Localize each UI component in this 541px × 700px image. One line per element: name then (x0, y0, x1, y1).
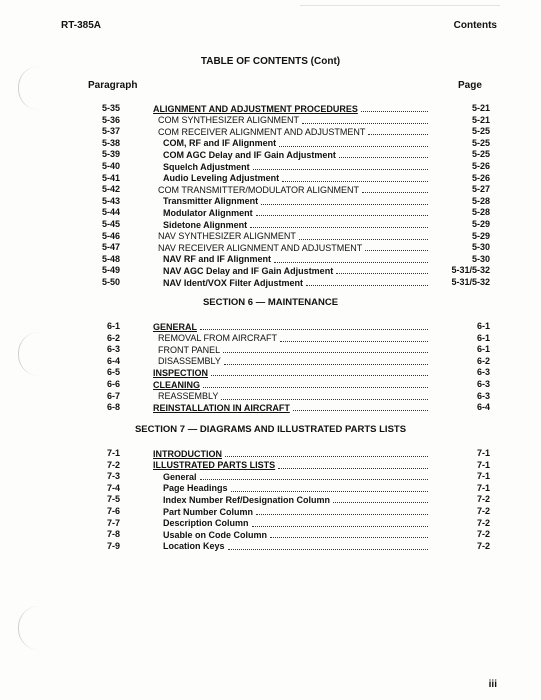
toc-entry[interactable] (163, 506, 428, 517)
leader-dots (361, 111, 428, 112)
toc-paragraph-number: 6-2 (106, 332, 120, 343)
leader-dots (253, 169, 428, 170)
leader-dots (225, 456, 428, 457)
binder-hole-mark (18, 606, 39, 650)
toc-entry-title: INSPECTION (153, 367, 209, 378)
toc-page-number: 6-3 (476, 390, 490, 401)
toc-paragraph-number: 5-47 (101, 242, 120, 253)
toc-entry[interactable] (158, 184, 428, 195)
leader-dots (250, 227, 428, 228)
toc-page-number: 5-31/5-32 (451, 265, 490, 276)
binder-hole-mark (18, 332, 39, 376)
toc-page-number: 7-1 (476, 459, 490, 470)
leader-dots (282, 181, 428, 182)
toc-entry-title: DISASSEMBLY (158, 356, 221, 367)
toc-entry-title: COM TRANSMITTER/MODULATOR ALIGNMENT (158, 184, 360, 195)
toc-paragraph-number: 7-5 (106, 494, 120, 505)
leader-dots (333, 502, 428, 503)
toc-page-number: 6-4 (476, 402, 490, 413)
toc-paragraph-number: 6-8 (106, 402, 120, 413)
header-section: Contents (453, 20, 497, 31)
toc-paragraph-number: 5-43 (101, 195, 120, 206)
toc-entry-title: CLEANING (153, 379, 200, 390)
toc-paragraph-number: 5-45 (101, 219, 120, 229)
toc-paragraph-number: 5-39 (101, 149, 120, 160)
page-title: TABLE OF CONTENTS (Cont) (200, 56, 341, 67)
toc-entry[interactable] (163, 219, 428, 230)
toc-entry-title: Audio Leveling Adjustment (163, 173, 280, 184)
leader-dots (365, 250, 428, 251)
toc-entry[interactable] (153, 448, 428, 459)
leader-dots (339, 157, 428, 158)
toc-paragraph-number: 5-35 (101, 103, 120, 113)
toc-page-number: 5-28 (471, 207, 490, 218)
leader-dots (302, 123, 428, 124)
toc-entry-title: COM RECEIVER ALIGNMENT AND ADJUSTMENT (158, 126, 366, 137)
toc-entry[interactable] (153, 379, 428, 390)
leader-dots (293, 410, 428, 411)
toc-entry[interactable] (163, 207, 428, 218)
leader-dots (223, 352, 428, 353)
toc-page-number: 5-25 (471, 137, 490, 148)
toc-entry-title: Part Number Column (163, 506, 254, 517)
toc-entry[interactable] (153, 367, 428, 378)
toc-page-number: 6-3 (476, 379, 490, 389)
toc-entry-title: Location Keys (163, 541, 225, 552)
leader-dots (256, 215, 428, 216)
page-column-header: Page (458, 80, 482, 91)
toc-entry-title: ALIGNMENT AND ADJUSTMENT PROCEDURES (153, 103, 358, 114)
toc-page-number: 6-1 (476, 344, 490, 355)
leader-dots (224, 364, 428, 365)
leader-dots (228, 549, 428, 550)
toc-entry-title: GENERAL (153, 321, 198, 332)
toc-entry-title: Sidetone Alignment (163, 219, 248, 230)
toc-paragraph-number: 5-40 (101, 161, 120, 171)
section-heading: SECTION 6 — MAINTENANCE (202, 297, 339, 308)
leader-dots (211, 375, 428, 376)
toc-entry[interactable] (153, 460, 428, 471)
toc-paragraph-number: 7-6 (106, 506, 120, 516)
toc-page-number: 5-26 (471, 172, 490, 183)
leader-dots (280, 341, 428, 342)
toc-entry-title: REINSTALLATION IN AIRCRAFT (153, 402, 290, 413)
toc-entry[interactable] (158, 242, 428, 253)
toc-entry-title: INTRODUCTION (153, 448, 222, 459)
leader-dots (336, 273, 428, 274)
toc-entry[interactable] (163, 483, 428, 494)
toc-entry[interactable] (158, 356, 428, 367)
toc-page-number: 7-1 (476, 448, 490, 458)
toc-page-number: 7-2 (476, 506, 490, 516)
toc-paragraph-number: 6-7 (106, 390, 120, 401)
toc-page-number: 5-25 (471, 126, 490, 137)
toc-paragraph-number: 5-38 (101, 137, 120, 148)
toc-entry[interactable] (158, 391, 428, 402)
toc-paragraph-number: 7-3 (106, 471, 120, 482)
manual-id: RT-385A (61, 20, 102, 31)
toc-entry-title: Index Number Ref/Designation Column (163, 494, 331, 505)
leader-dots (203, 387, 428, 388)
leader-dots (362, 192, 428, 193)
toc-paragraph-number: 5-48 (101, 253, 120, 264)
toc-page-number: 5-29 (471, 230, 490, 241)
toc-entry[interactable] (163, 265, 428, 276)
toc-entry[interactable] (163, 518, 428, 529)
page-number: iii (488, 679, 497, 690)
toc-entry[interactable] (163, 196, 428, 207)
toc-page-number: 5-21 (471, 114, 490, 125)
leader-dots (270, 537, 428, 538)
toc-paragraph-number: 5-49 (101, 265, 120, 276)
toc-entry-title: NAV RF and IF Alignment (163, 254, 271, 265)
toc-page-number: 7-1 (476, 482, 490, 493)
toc-entry-title: NAV Ident/VOX Filter Adjustment (163, 277, 304, 288)
leader-dots (306, 285, 428, 286)
toc-page-number: 5-30 (471, 242, 490, 253)
toc-page-number: 6-1 (476, 332, 490, 343)
toc-entry-title: Modulator Alignment (163, 207, 253, 218)
toc-paragraph-number: 7-2 (106, 459, 120, 470)
binder-hole-mark (18, 66, 39, 110)
toc-entry[interactable] (158, 126, 428, 137)
toc-paragraph-number: 7-7 (106, 517, 120, 528)
toc-entry-title: ILLUSTRATED PARTS LISTS (153, 460, 276, 471)
toc-entry-title: Transmitter Alignment (163, 196, 259, 207)
top-rule (300, 5, 500, 6)
toc-entry[interactable] (163, 149, 428, 160)
leader-dots (221, 399, 428, 400)
leader-dots (252, 526, 428, 527)
toc-page-number: 7-2 (476, 529, 490, 540)
toc-page-number: 5-28 (471, 195, 490, 206)
leader-dots (200, 329, 428, 330)
toc-paragraph-number: 5-42 (101, 184, 120, 195)
toc-paragraph-number: 7-9 (106, 540, 120, 551)
toc-entry[interactable] (163, 277, 428, 288)
toc-page-number: 5-30 (471, 253, 490, 264)
toc-paragraph-number: 5-37 (101, 126, 120, 137)
toc-entry[interactable] (158, 344, 428, 355)
toc-paragraph-number: 5-46 (101, 230, 120, 241)
toc-entry[interactable] (163, 161, 428, 172)
toc-paragraph-number: 5-36 (101, 114, 120, 125)
leader-dots (279, 146, 428, 147)
toc-paragraph-number: 5-50 (101, 277, 120, 287)
toc-paragraph-number: 6-4 (106, 355, 120, 366)
leader-dots (368, 134, 428, 135)
toc-paragraph-number: 7-4 (106, 482, 120, 493)
toc-paragraph-number: 5-41 (101, 172, 120, 183)
toc-entry[interactable] (153, 103, 428, 114)
toc-paragraph-number: 6-5 (106, 367, 120, 378)
toc-page-number: 7-1 (476, 471, 490, 482)
toc-paragraph-number: 5-44 (101, 207, 120, 218)
leader-dots (261, 204, 428, 205)
toc-entry-title: Squelch Adjustment (163, 161, 250, 172)
toc-entry-title: COM AGC Delay and IF Gain Adjustment (163, 149, 336, 160)
toc-entry-title: COM SYNTHESIZER ALIGNMENT (158, 115, 300, 126)
toc-entry-title: NAV RECEIVER ALIGNMENT AND ADJUSTMENT (158, 242, 363, 253)
toc-entry[interactable] (163, 138, 428, 149)
leader-dots (299, 239, 428, 240)
section-heading: SECTION 7 — DIAGRAMS AND ILLUSTRATED PARTS LISTS (134, 424, 407, 435)
toc-entry[interactable] (163, 173, 428, 184)
toc-page-number: 6-1 (476, 321, 490, 331)
toc-page-number: 6-3 (476, 367, 490, 378)
toc-entry-title: REASSEMBLY (158, 391, 219, 402)
toc-entry-title: NAV AGC Delay and IF Gain Adjustment (163, 265, 334, 276)
toc-page-number: 5-26 (471, 161, 490, 171)
toc-entry[interactable] (153, 321, 428, 332)
toc-paragraph-number: 7-8 (106, 529, 120, 540)
toc-entry-title: FRONT PANEL (158, 344, 221, 355)
toc-page-number: 5-21 (471, 103, 490, 113)
toc-entry[interactable] (163, 541, 428, 552)
toc-page-number: 7-2 (476, 517, 490, 528)
toc-entry[interactable] (163, 529, 428, 540)
toc-page-number: 5-29 (471, 219, 490, 229)
toc-entry[interactable] (163, 494, 428, 505)
toc-entry-title: COM, RF and IF Alignment (163, 138, 277, 149)
paragraph-column-header: Paragraph (88, 80, 138, 91)
leader-dots (200, 479, 428, 480)
leader-dots (274, 262, 428, 263)
toc-page-number: 5-31/5-32 (451, 277, 490, 287)
toc-page-number: 6-2 (476, 355, 490, 366)
toc-entry[interactable] (163, 254, 428, 265)
toc-entry[interactable] (153, 402, 428, 413)
toc-page-number: 7-2 (476, 494, 490, 505)
toc-page-number: 7-2 (476, 540, 490, 551)
toc-entry-title: Page Headings (163, 483, 228, 494)
leader-dots (256, 514, 428, 515)
toc-entry[interactable] (163, 471, 428, 482)
toc-page-number: 5-27 (471, 184, 490, 195)
toc-entry-title: Description Column (163, 518, 249, 529)
toc-entry[interactable] (158, 333, 428, 344)
toc-page-number: 5-25 (471, 149, 490, 160)
toc-entry[interactable] (158, 231, 428, 242)
toc-entry-title: NAV SYNTHESIZER ALIGNMENT (158, 231, 296, 242)
toc-paragraph-number: 6-1 (106, 321, 120, 331)
toc-entry-title: General (163, 471, 197, 482)
toc-paragraph-number: 6-3 (106, 344, 120, 355)
leader-dots (278, 468, 428, 469)
toc-paragraph-number: 6-6 (106, 379, 120, 389)
toc-paragraph-number: 7-1 (106, 448, 120, 458)
toc-entry[interactable] (158, 115, 428, 126)
toc-entry-title: REMOVAL FROM AIRCRAFT (158, 333, 278, 344)
toc-entry-title: Usable on Code Column (163, 529, 268, 540)
leader-dots (231, 491, 428, 492)
